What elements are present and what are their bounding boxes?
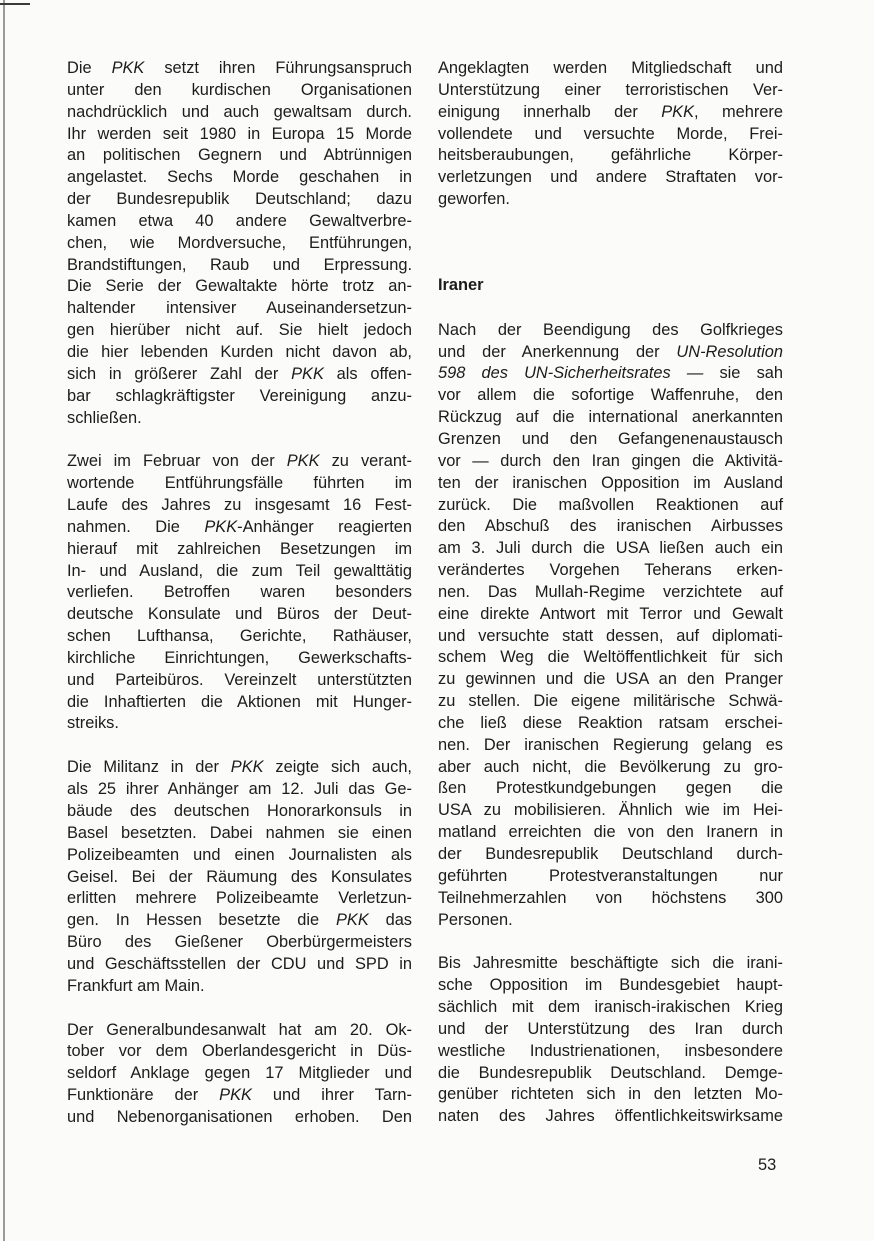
text-line: tober vor dem Oberlandesgericht in Düs- bbox=[67, 1042, 412, 1061]
text-line: verändertes Vorgehen Teherans erken- bbox=[438, 561, 783, 580]
text-line: die Inhaftierten die Aktionen mit Hunger- bbox=[67, 692, 412, 711]
paragraph bbox=[67, 58, 412, 429]
text-line: heitsberaubungen, gefährliche Körper- bbox=[438, 146, 783, 165]
text-line: Rückzug auf die international anerkannten bbox=[438, 408, 783, 427]
scan-mark bbox=[0, 3, 30, 5]
text-line: als 25 ihrer Anhänger am 12. Juli das Ge- bbox=[67, 780, 412, 799]
text-line: streiks. bbox=[67, 714, 119, 733]
text-line: und der Unterstützung des Iran durch bbox=[438, 1019, 783, 1038]
text-line: geführten Protestveranstaltungen nur bbox=[438, 866, 783, 885]
text-line: einigung innerhalb der PKK, mehrere bbox=[438, 102, 784, 121]
text-line: vor — durch den Iran gingen die Aktivitä- bbox=[438, 451, 783, 470]
text-line: Basel besetzten. Dabei nahmen sie einen bbox=[67, 823, 412, 842]
text-line: die Bundesrepublik Deutschland. Demge- bbox=[438, 1063, 783, 1082]
page-number: 53 bbox=[758, 1156, 777, 1174]
section-heading: Iraner bbox=[438, 275, 484, 294]
paragraph bbox=[67, 451, 412, 735]
text-line: die hier lebenden Kurden nicht davon ab, bbox=[67, 342, 412, 361]
text-line: Zwei im Februar von der PKK zu verant- bbox=[67, 452, 412, 471]
text-line: Polizeibeamten und einen Journalisten als bbox=[67, 845, 412, 864]
text-line: nahmen. Die PKK-Anhänger reagierten bbox=[67, 517, 412, 536]
paragraph bbox=[67, 757, 412, 997]
text-line: den Abschuß des iranischen Airbusses bbox=[438, 517, 783, 536]
text-line: vollendete und versuchte Morde, Frei- bbox=[438, 124, 783, 143]
text-line: Laufe des Jahres zu insgesamt 16 Fest- bbox=[67, 496, 412, 515]
text-line: verliefen. Betroffen waren besonders bbox=[67, 583, 412, 602]
text-line: Nach der Beendigung des Golfkrieges bbox=[438, 320, 783, 339]
text-line: ten der iranischen Opposition im Ausland bbox=[438, 473, 783, 492]
text-line: bar schlagkräftigster Vereinigung anzu- bbox=[67, 386, 412, 405]
text-line: genüber richteten sich in den letzten Mo- bbox=[438, 1085, 783, 1104]
text-line: Die Militanz in der PKK zeigte sich auch, bbox=[67, 758, 412, 777]
text-line: bäude des deutschen Honorarkonsuls in bbox=[67, 802, 412, 820]
text-line: der Bundesrepublik Deutschland; dazu bbox=[67, 190, 412, 209]
text-line: deutsche Konsulate und Büros der Deut- bbox=[67, 605, 412, 624]
text-line: westliche Industrienationen, insbesondere bbox=[438, 1041, 783, 1060]
text-line: kirchliche Einrichtungen, Gewerkschafts- bbox=[67, 648, 412, 667]
text-line: gen hierüber nicht auf. Sie hielt jedoch bbox=[67, 321, 412, 340]
text-line: Die PKK setzt ihren Führungsanspruch bbox=[67, 59, 412, 77]
text-line: wortende Entführungsfälle führten im bbox=[67, 474, 412, 493]
text-line: Brandstiftungen, Raub und Erpressung. bbox=[67, 255, 412, 274]
text-line: hierauf mit zahlreichen Besetzungen im bbox=[67, 539, 412, 558]
text-line: unter den kurdischen Organisationen bbox=[67, 80, 412, 99]
paragraph bbox=[438, 953, 783, 1128]
text-line: Angeklagten werden Mitgliedschaft und bbox=[438, 59, 783, 77]
text-line: Funktionäre der PKK und ihrer Tarn- bbox=[67, 1086, 413, 1105]
text-line: Ihr werden seit 1980 in Europa 15 Morde bbox=[67, 124, 412, 143]
text-line: In- und Ausland, die zum Teil gewalttätig bbox=[67, 561, 412, 580]
text-line: und der Anerkennung der UN-Resolution bbox=[438, 342, 783, 361]
text-line: schließen. bbox=[67, 408, 142, 427]
text-line: verletzungen und andere Straftaten vor- bbox=[438, 168, 783, 187]
text-line: und Nebenorganisationen erhoben. Den bbox=[67, 1107, 412, 1126]
text-line: Personen. bbox=[438, 910, 513, 929]
text-line: Frankfurt am Main. bbox=[67, 976, 205, 995]
paragraph bbox=[67, 1020, 412, 1129]
text-line: sich in größerer Zahl der PKK als offen- bbox=[67, 364, 412, 383]
text-line: haltender intensiver Auseinandersetzun- bbox=[67, 299, 412, 318]
text-line: USA zu mobilisieren. Ähnlich wie im Hei- bbox=[438, 801, 783, 820]
text-line: kamen etwa 40 andere Gewaltverbre- bbox=[67, 211, 412, 230]
text-line: Der Generalbundesanwalt hat am 20. Ok- bbox=[67, 1020, 412, 1039]
text-line: naten des Jahres öffentlichkeitswirksame bbox=[438, 1107, 783, 1126]
text-line: vor allem die sofortige Waffenruhe, den bbox=[438, 386, 783, 405]
text-line: sächlich mit dem iranisch-irakischen Krieg bbox=[438, 998, 783, 1017]
text-line: und versuchte statt dessen, auf diplomati- bbox=[438, 626, 783, 645]
text-line: nen. Der iranischen Regierung gelang es bbox=[438, 735, 783, 754]
text-line: nen. Das Mullah-Regime verzichtete auf bbox=[438, 582, 783, 601]
text-line: geworfen. bbox=[438, 190, 510, 209]
paragraph bbox=[438, 58, 783, 211]
text-line: nachdrücklich und auch gewaltsam durch. bbox=[67, 102, 412, 121]
text-line: schem Weg die Weltöffentlichkeit für sich bbox=[438, 648, 783, 667]
paragraph bbox=[438, 320, 783, 932]
text-line: erlitten mehrere Polizeibeamte Verletzun- bbox=[67, 889, 412, 908]
left-column bbox=[67, 58, 412, 1151]
text-line: am 3. Juli durch die USA ließen auch ein bbox=[438, 539, 783, 558]
text-line: che ließ diese Reaktion ratsam erschei- bbox=[438, 713, 783, 732]
text-line: an politischen Gegnern und Abtrünnigen bbox=[67, 146, 412, 165]
text-line: eine direkte Antwort mit Terror und Gewalt bbox=[438, 604, 783, 623]
text-line: Die Serie der Gewaltakte hörte trotz an- bbox=[67, 277, 412, 296]
text-line: ßen Protestkundgebungen gegen die bbox=[438, 779, 783, 798]
text-line: seldorf Anklage gegen 17 Mitglieder und bbox=[67, 1064, 412, 1083]
text-line: Bis Jahresmitte beschäftigte sich die irani- bbox=[438, 954, 783, 973]
text-line: sche Opposition im Bundesgebiet haupt- bbox=[438, 976, 783, 995]
text-line: und Parteibüros. Vereinzelt unterstützten bbox=[67, 670, 412, 689]
page-edge bbox=[3, 0, 5, 1241]
text-line: Geisel. Bei der Räumung des Konsulates bbox=[67, 867, 412, 886]
text-line: Unterstützung einer terroristischen Ver- bbox=[438, 80, 783, 99]
text-line: schen Lufthansa, Gerichte, Rathäuser, bbox=[67, 627, 412, 646]
text-line: angelastet. Sechs Morde geschahen in bbox=[67, 168, 412, 187]
text-line: Teilnehmerzahlen von höchstens 300 bbox=[438, 888, 783, 907]
text-line: und Geschäftsstellen der CDU und SPD in bbox=[67, 954, 412, 973]
text-line: der Bundesrepublik Deutschland durch- bbox=[438, 845, 783, 863]
text-line: matland erreichten die von den Iranern in bbox=[438, 823, 783, 842]
right-column bbox=[438, 58, 783, 1150]
text-line: gen. In Hessen besetzte die PKK das bbox=[67, 911, 413, 930]
text-line: 598 des UN-Sicherheitsrates — sie sah bbox=[438, 364, 783, 383]
text-line: zurück. Die maßvollen Reaktionen auf bbox=[438, 495, 783, 514]
text-line: Grenzen und den Gefangenenaustausch bbox=[438, 429, 783, 448]
text-line: zu gewinnen und die USA an den Pranger bbox=[438, 670, 783, 689]
text-line: aber auch nicht, die Bevölkerung zu gro- bbox=[438, 757, 783, 776]
text-line: Büro des Gießener Oberbürgermeisters bbox=[67, 933, 412, 952]
text-line: zu stellen. Die eigene militärische Schwä- bbox=[438, 692, 783, 711]
text-line: chen, wie Mordversuche, Entführungen, bbox=[67, 233, 412, 252]
